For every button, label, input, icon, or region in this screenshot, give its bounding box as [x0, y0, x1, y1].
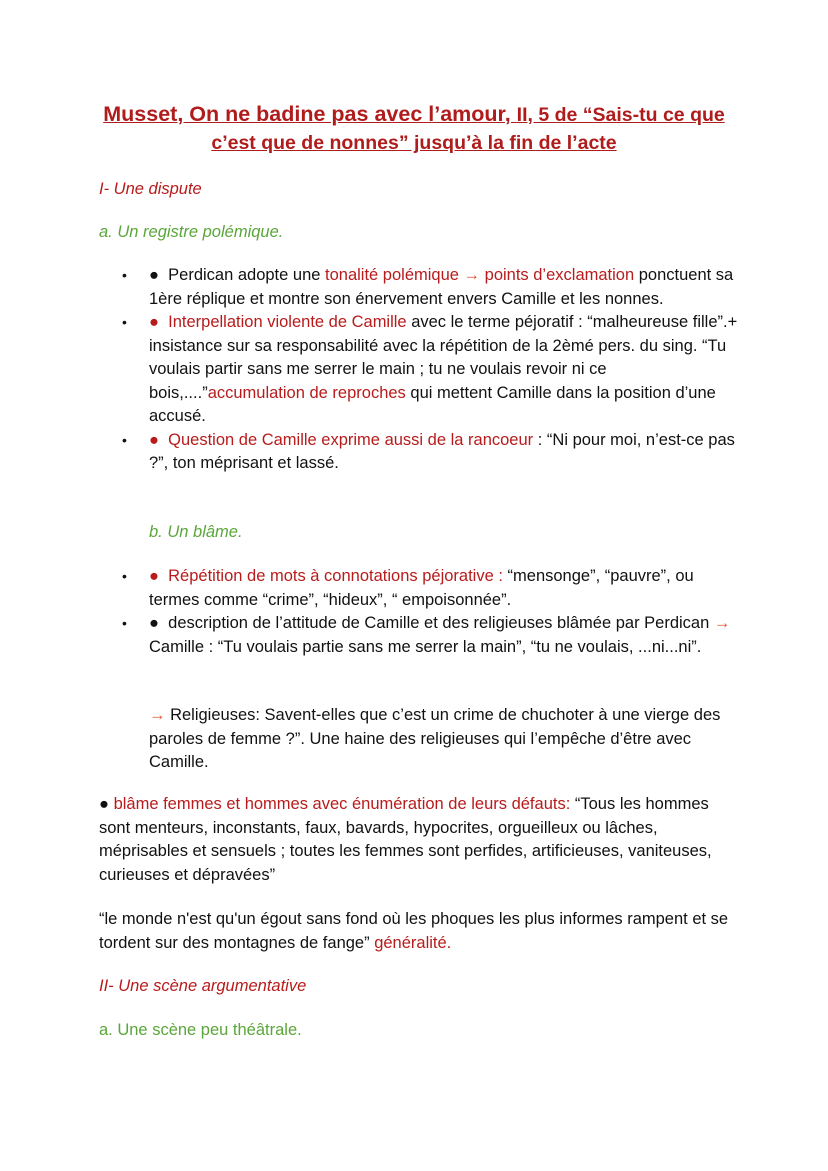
- note-religieuses: [149, 704, 734, 775]
- item-highlight: points d’exclamation: [484, 266, 635, 284]
- paragraph-blame: [99, 793, 731, 887]
- list-item: [149, 429, 739, 476]
- subheading-b: b. Un blâme.: [149, 523, 243, 541]
- title-main: Musset, On ne badine pas avec l’amour,: [103, 102, 517, 126]
- arrow-right-icon: →: [713, 614, 731, 632]
- list-item: [149, 264, 739, 311]
- paragraph-text: “le monde n'est qu'un égout sans fond où les phoques les plus informes rampent et se tordent sur des montagnes de fange”: [99, 910, 729, 952]
- item-highlight: Question de Camille exprime aussi de la rancoeur: [168, 430, 534, 449]
- item-highlight: Répétition de mots à connotations péjorative :: [168, 567, 503, 585]
- list-polemique: [149, 264, 739, 476]
- item-text: description de l’attitude de Camille et des religieuses blâmée par Perdican: [168, 614, 714, 632]
- item-text: ponctuent sa 1ère réplique et montre son énervement envers Camille et les nonnes.: [149, 266, 734, 308]
- item-text: : “Ni pour moi, n’est-ce pas ?”, ton méprisant et lassé.: [149, 430, 735, 472]
- item-highlight: tonalité polémique: [325, 266, 459, 284]
- page-title: [96, 100, 732, 157]
- dot-bullet: ●: [149, 313, 159, 331]
- dot-bullet: ●: [149, 614, 159, 632]
- title-detail: II, 5 de “Sais-tu ce que c’est que de nonnes” jusqu’à la fin de l’acte: [211, 104, 725, 154]
- section-heading-2: II- Une scène argumentative: [99, 977, 307, 995]
- list-item: [149, 612, 739, 659]
- arrow-right-icon: →: [463, 266, 481, 284]
- dot-bullet: ●: [149, 567, 159, 585]
- subheading-a: a. Un registre polémique.: [99, 223, 284, 241]
- dot-bullet: ●: [149, 430, 159, 449]
- subheading-a2: a. Une scène peu théâtrale.: [99, 1021, 302, 1039]
- item-text: avec le terme péjoratif : “malheureuse fille”.+ insistance sur sa responsabilité avec la répétition de la 2èmé pers. du sing. “Tu voulais partir sans me serrer le main ; tu ne voulais revoir ni ce bois,....”: [149, 313, 738, 402]
- paragraph-quote: [99, 908, 731, 955]
- paragraph-highlight: blâme femmes et hommes avec énumération de leurs défauts:: [113, 795, 571, 813]
- item-highlight: Interpellation violente de Camille: [168, 313, 407, 331]
- arrow-right-icon: →: [149, 706, 166, 724]
- dot-bullet: ●: [99, 795, 109, 813]
- item-text: Perdican adopte une: [168, 266, 326, 284]
- item-text: “mensonge”, “pauvre”, ou termes comme “crime”, “hideux”, “ empoisonnée”.: [149, 567, 694, 609]
- section-heading-1: I- Une dispute: [99, 180, 202, 198]
- item-text: Camille : “Tu voulais partie sans me serrer la main”, “tu ne voulais, ...ni...ni”.: [149, 637, 702, 656]
- paragraph-highlight: généralité.: [374, 933, 452, 952]
- item-text: qui mettent Camille dans la position d’une accusé.: [149, 383, 716, 425]
- list-blame: [149, 565, 739, 659]
- note-text: Religieuses: Savent-elles que c’est un crime de chuchoter à une vierge des paroles de femme ?”. Une haine des religieuses qui l’empêche d’être avec Camille.: [149, 706, 721, 771]
- dot-bullet: ●: [149, 266, 159, 284]
- list-item: [149, 311, 739, 429]
- item-highlight: accumulation de reproches: [207, 383, 406, 402]
- list-item: [149, 565, 739, 612]
- paragraph-text: “Tous les hommes sont menteurs, inconstants, faux, bavards, hypocrites, orgueilleux ou lâches, méprisables et sensuels ; toutes les femmes sont perfides, artificieuses, vaniteuses, curieuses et dépravées”: [99, 795, 712, 884]
